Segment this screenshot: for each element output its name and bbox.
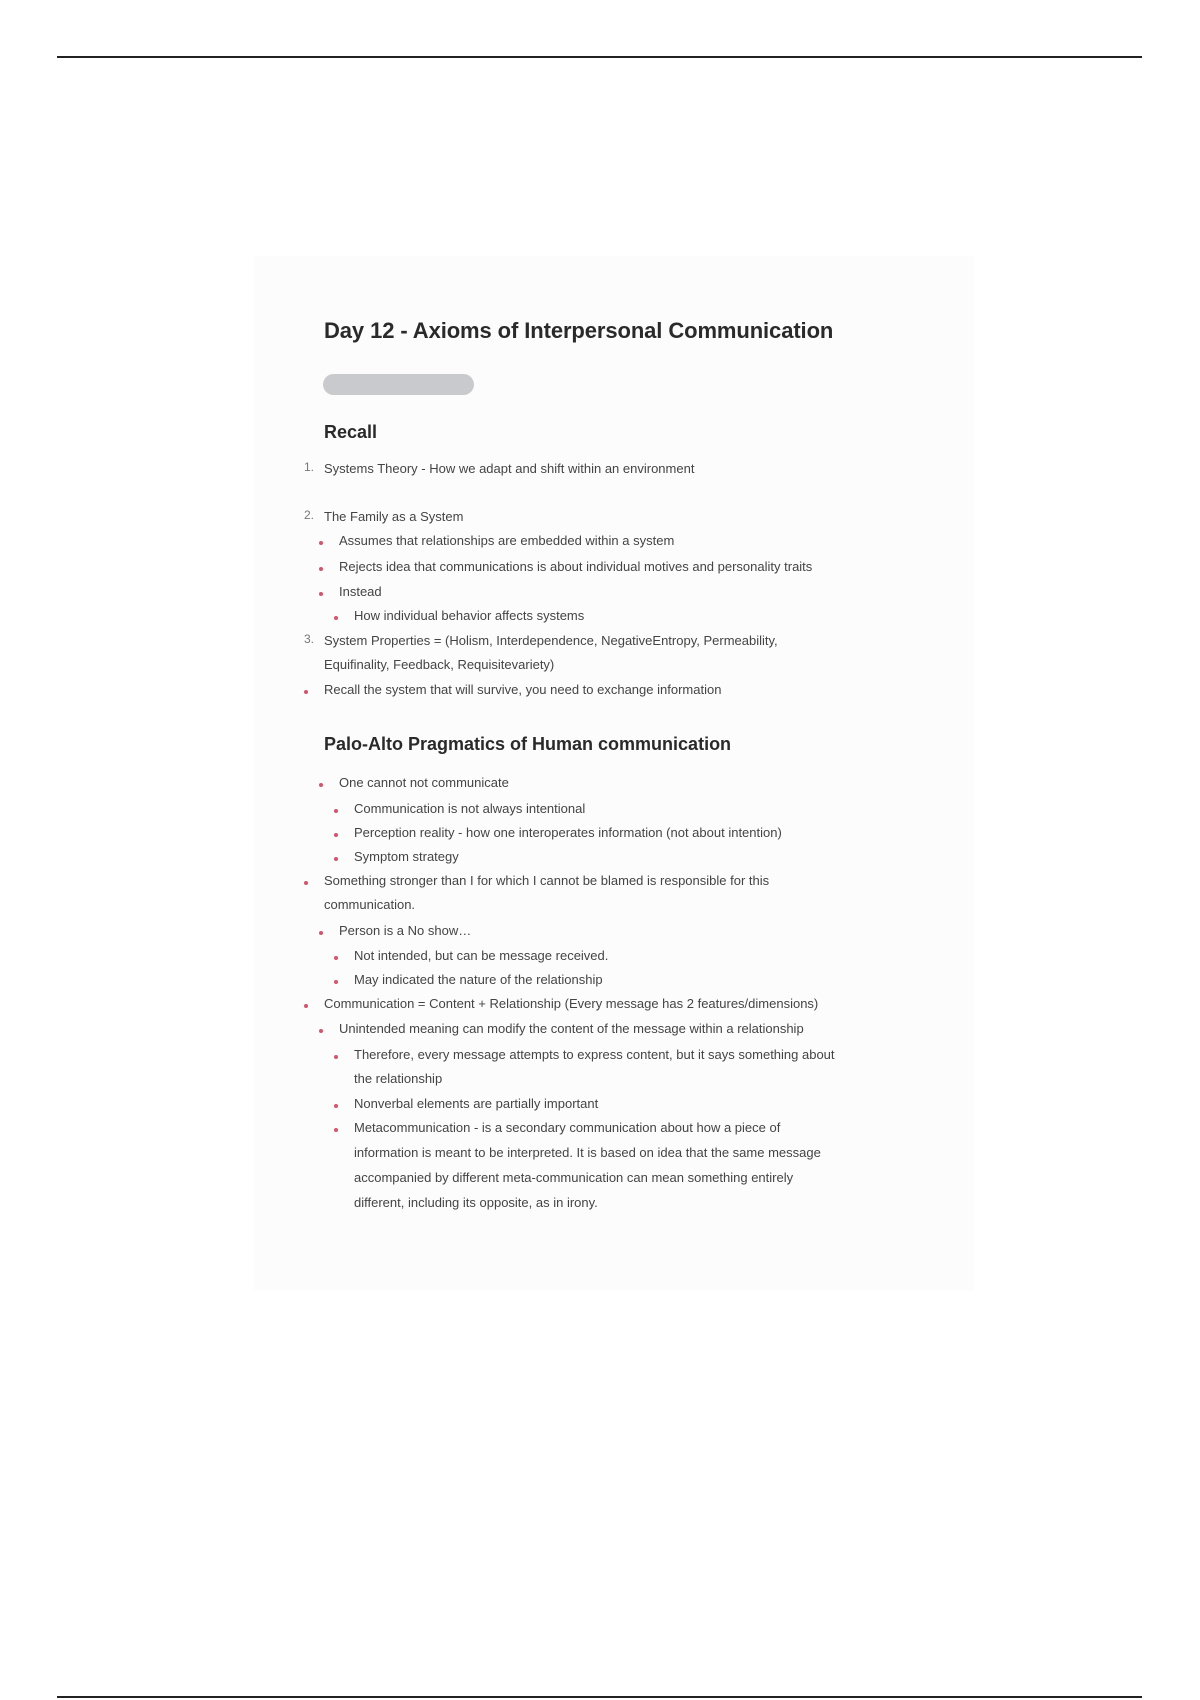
bullet-icon [319,1029,323,1033]
bullet-icon [304,881,308,885]
list-marker-2: 2. [304,508,315,522]
list-item: Communication is not always intentional [354,801,586,816]
bullet-icon [304,690,308,694]
list-item: May indicated the nature of the relationship [354,972,603,987]
list-item: Communication = Content + Relationship (Every message has 2 features/dimensions) [324,996,819,1011]
list-item: Instead [339,584,382,599]
list-item: information is meant to be interpreted. It is based on idea that the same message [354,1145,821,1160]
section-palo-alto: Palo-Alto Pragmatics of Human communication [324,734,732,754]
list-item: System Properties = (Holism, Interdependence, NegativeEntropy, Permeability, [324,633,778,648]
list-item: accompanied by different meta-communication can mean something entirely [354,1170,794,1185]
list-item: Recall the system that will survive, you need to exchange information [324,682,722,697]
bullet-icon [334,1104,338,1108]
bullet-icon [319,541,323,545]
list-item: Person is a No show… [339,923,472,938]
list-item: Assumes that relationships are embedded within a system [339,533,675,548]
bullet-icon [319,931,323,935]
top-rule [57,56,1142,58]
bullet-icon [334,956,338,960]
list-item: Rejects idea that communications is about individual motives and personality traits [339,559,813,574]
list-item: Symptom strategy [354,849,459,864]
list-item: One cannot not communicate [339,775,509,790]
list-item: Metacommunication - is a secondary communication about how a piece of [354,1120,781,1135]
bullet-icon [304,1004,308,1008]
note-page [254,256,974,1290]
section-recall: Recall [324,422,378,442]
bullet-icon [334,980,338,984]
list-item: Unintended meaning can modify the content of the message within a relationship [339,1021,804,1036]
list-marker-3: 3. [304,632,315,646]
list-item: The Family as a System [324,509,464,524]
list-item: Therefore, every message attempts to express content, but it says something about [354,1047,835,1062]
tag-pill [323,374,474,395]
list-item: the relationship [354,1071,443,1086]
list-marker-1: 1. [304,460,315,474]
list-item: Perception reality - how one interoperates information (not about intention) [354,825,782,840]
list-item: communication. [324,897,416,912]
page-title: Day 12 - Axioms of Interpersonal Communication [324,318,834,343]
bullet-icon [334,1128,338,1132]
bullet-icon [334,616,338,620]
list-item: different, including its opposite, as in irony. [354,1195,598,1210]
list-item: Nonverbal elements are partially important [354,1096,599,1111]
list-item: Not intended, but can be message received. [354,948,609,963]
bullet-icon [319,592,323,596]
list-item: Systems Theory - How we adapt and shift within an environment [324,461,695,476]
list-item: How individual behavior affects systems [354,608,585,623]
bullet-icon [334,1055,338,1059]
bullet-icon [319,567,323,571]
list-item: Equifinality, Feedback, Requisitevariety) [324,657,555,672]
bullet-icon [334,833,338,837]
list-item: Something stronger than I for which I cannot be blamed is responsible for this [324,873,770,888]
bullet-icon [334,809,338,813]
bullet-icon [319,783,323,787]
bullet-icon [334,857,338,861]
bottom-rule [57,1696,1142,1698]
